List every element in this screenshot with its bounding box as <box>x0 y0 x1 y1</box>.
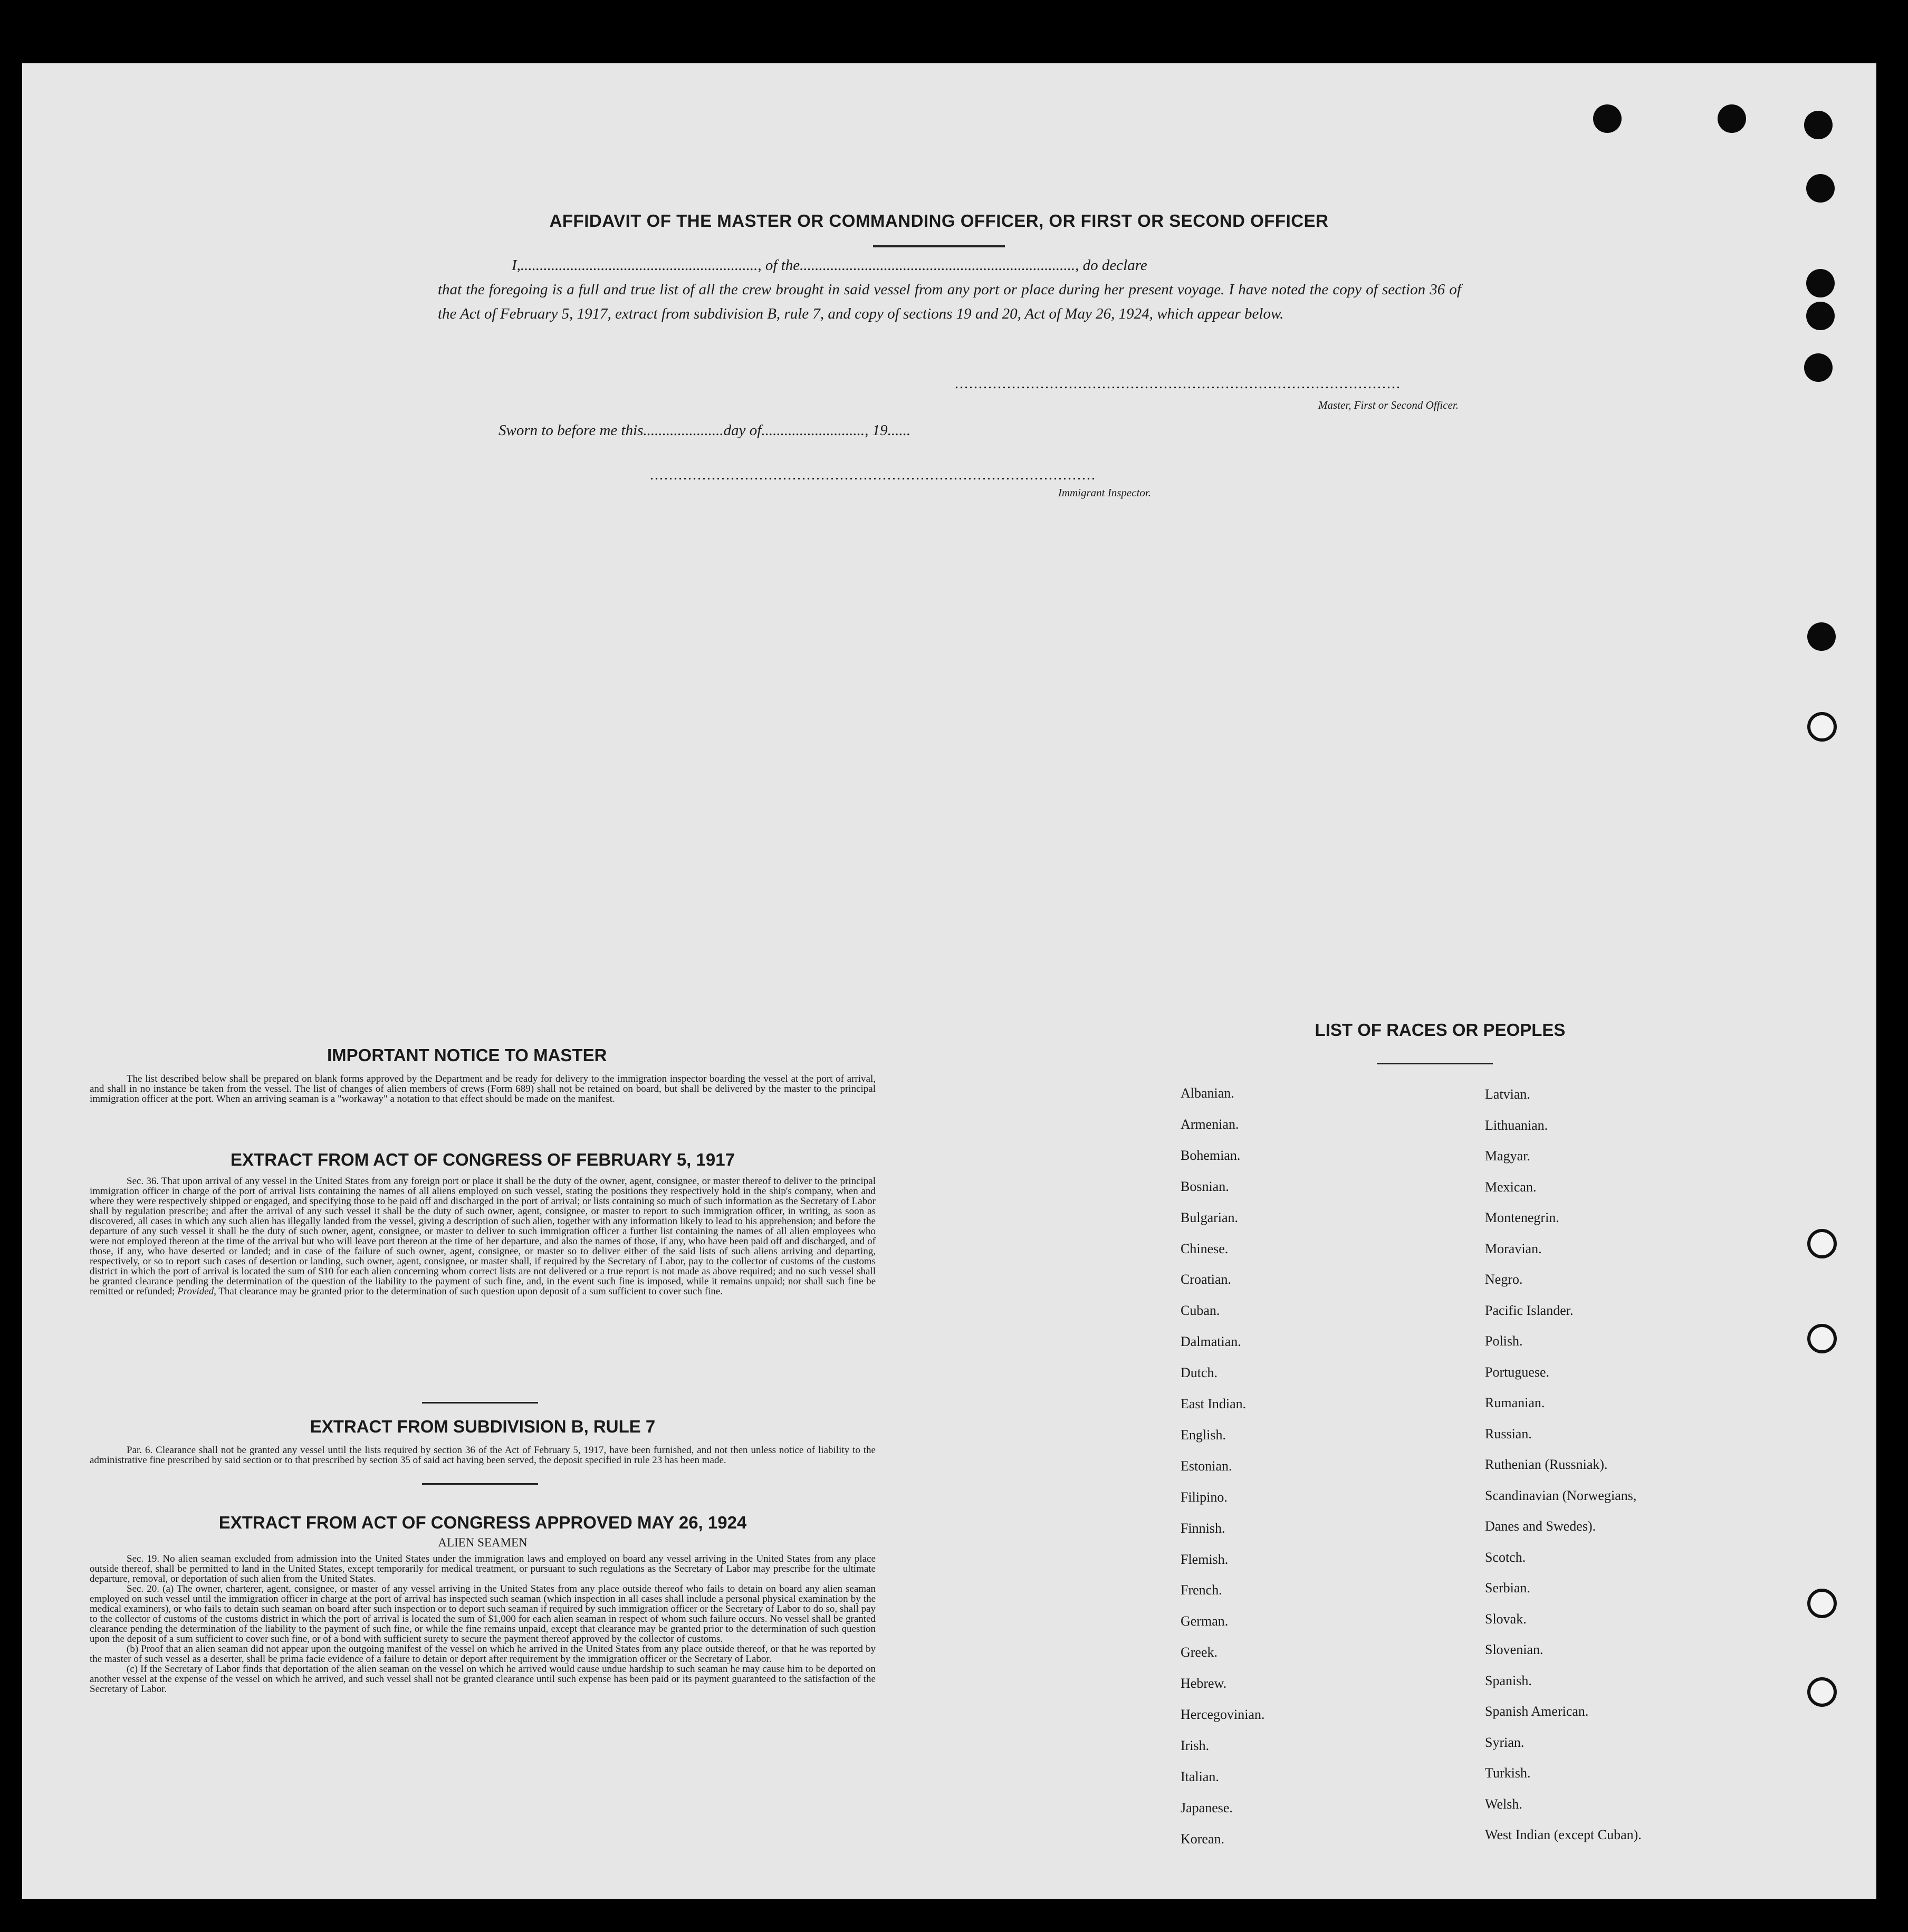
race-item: Italian. <box>1181 1768 1219 1784</box>
notice-text: The list described below shall be prepared on blank forms approved by the Department and be ready for delivery to the immigration inspector boarding the vessel at the port of arrival, and shall in no instance be taken from the vessel. The list of changes of alien members of crews (Form 689) shall not be retained on board, but shall be delivered by the master to the principal immigration officer at the port. When an arriving seaman is a "workaway" a notation to that effect should be made on the manifest. <box>90 1073 876 1104</box>
punch-hole-icon <box>1807 712 1837 742</box>
punch-hole-icon <box>1718 104 1746 133</box>
master-signature-caption: Master, First or Second Officer. <box>1318 399 1459 411</box>
races-title: LIST OF RACES OR PEOPLES <box>1315 1020 1566 1040</box>
race-item: French. <box>1181 1582 1222 1598</box>
race-item: Mexican. <box>1485 1179 1537 1195</box>
race-item: Pacific Islander. <box>1485 1302 1574 1318</box>
race-item: Hebrew. <box>1181 1676 1227 1691</box>
race-item: German. <box>1181 1613 1229 1629</box>
race-item: Lithuanian. <box>1485 1117 1548 1133</box>
race-item: Japanese. <box>1181 1800 1233 1815</box>
race-item: Filipino. <box>1181 1489 1228 1505</box>
race-item: Bosnian. <box>1181 1178 1229 1194</box>
race-item: West Indian (except Cuban). <box>1485 1827 1642 1842</box>
race-item: Moravian. <box>1485 1241 1542 1256</box>
race-item: English. <box>1181 1427 1226 1443</box>
affidavit-title: AFFIDAVIT OF THE MASTER OR COMMANDING OFFICER, OR FIRST OR SECOND OFFICER <box>549 211 1329 230</box>
extract-1924-title: EXTRACT FROM ACT OF CONGRESS APPROVED MAY 26, 1924 <box>218 1513 747 1532</box>
affidavit-declarant-label: I, <box>512 257 521 274</box>
race-item: Chinese. <box>1181 1241 1229 1256</box>
extract-rule7-title: EXTRACT FROM SUBDIVISION B, RULE 7 <box>310 1417 656 1436</box>
race-item: Hercegovinian. <box>1181 1707 1265 1722</box>
sworn-date-field[interactable]: Sworn to before me this.....................day of..........................., 19...... <box>498 422 911 439</box>
race-item: Flemish. <box>1181 1551 1229 1567</box>
race-item: Dutch. <box>1181 1365 1218 1381</box>
race-item: Latvian. <box>1485 1087 1530 1102</box>
affidavit-statement: that the foregoing is a full and true list of all the crew brought in said vessel from any port or place during her present voyage. I have noted the copy of section 36 of the Act of February 5, 1917, extract from subdivision B, rule 7, and copy of sections 19 and 20, Act of May 26, 1924, which appear below. <box>438 281 1461 322</box>
race-item: Rumanian. <box>1485 1395 1545 1410</box>
race-item: Danes and Swedes). <box>1485 1518 1596 1534</box>
race-item: East Indian. <box>1181 1396 1247 1411</box>
affidavit-title-rule <box>873 245 1005 247</box>
race-item: Serbian. <box>1485 1580 1530 1595</box>
punch-hole-icon <box>1806 174 1835 203</box>
punch-hole-icon <box>1807 1229 1837 1258</box>
race-item: Slovak. <box>1485 1611 1527 1627</box>
race-item: Turkish. <box>1485 1765 1531 1781</box>
race-item: Ruthenian (Russniak). <box>1485 1457 1608 1472</box>
punch-hole-icon <box>1806 269 1835 297</box>
punch-hole-icon <box>1804 353 1833 382</box>
race-item: Irish. <box>1181 1737 1210 1753</box>
extract-rule7-text: Par. 6. Clearance shall not be granted any vessel until the lists required by section 36 of the Act of February 5, 1917, have been furnished, and not then unless notice of liability to the administrative fine prescribed by said section or to that prescribed by section 35 of said act having been served, the deposit specified in rule 23 has been made. <box>90 1445 876 1466</box>
race-item: Welsh. <box>1485 1796 1522 1812</box>
extract-1924-subtitle: ALIEN SEAMEN <box>438 1536 528 1549</box>
race-item: Estonian. <box>1181 1458 1232 1474</box>
notice-title: IMPORTANT NOTICE TO MASTER <box>327 1045 607 1065</box>
declarant-name-field[interactable]: .............................................................. <box>520 257 758 274</box>
race-item: Bohemian. <box>1181 1147 1241 1163</box>
race-item: Portuguese. <box>1485 1364 1550 1380</box>
race-item: Korean. <box>1181 1831 1225 1847</box>
races-title-rule <box>1377 1063 1493 1064</box>
punch-hole-icon <box>1806 302 1835 330</box>
race-item: Montenegrin. <box>1485 1210 1559 1225</box>
punch-hole-icon <box>1807 1589 1837 1618</box>
extract-1924-text: Sec. 19. No alien seaman excluded from admission into the United States under the immigration laws and employed on board any vessel arriving in the United States from any place outside thereof, shall be permitted to land in the United States, except temporarily for medical treatment, or pursuant to such regulations as the Secretary of Labor may prescribe for the ultimate departure, removal, or deportation of such alien from the United States. Sec. 20. (a) The owner, charterer, agent, consignee, or master of any vessel arriving in the United States from any place outside thereof who fails to detain on board any alien seaman employed on such vessel until the immigration officer in charge at the port of arrival has inspected such seaman (which inspection in all cases shall include a personal physical examination by the medical examiners), or who fails to detain such seaman on board after such inspection or to deport such seaman if required by such immigration officer or the Secretary of Labor to do so, shall pay to the collector of customs of the customs district in which the port of arrival is located the sum of $1,000 for each alien seaman in respect of whom such failure occurs. No vessel shall be granted clearance pending the determination of the liability to the payment of such fine, or while the fine remains unpaid, except that clearance may be granted prior to the determination of such question upon the deposit of a sum sufficient to cover such fine, or of a bond with sufficient surety to secure the payment thereof approved by the collector of customs. (b) Proof that an alien seaman did not appear upon the outgoing manifest of the vessel on which he arrived in the United States from any place outside thereof, or that he was reported by the master of such vessel as a deserter, shall be prima facie evidence of a failure to detain or deport after requirement by the immigration officer or the Secretary of Labor. (c) If the Secretary of Labor finds that deportation of the alien seaman on the vessel on which he arrived would cause undue hardship to such seaman he may cause him to be deported on another vessel at the expense of the vessel on which he arrived, and such vessel shall not be granted clearance until such expense has been paid or its payment guaranteed to the satisfaction of the Secretary of Labor. <box>90 1553 876 1695</box>
race-item: Spanish American. <box>1485 1704 1589 1719</box>
race-item: Syrian. <box>1485 1734 1525 1750</box>
race-item: Spanish. <box>1485 1673 1532 1688</box>
vessel-name-field[interactable]: ........................................................................ <box>800 257 1076 274</box>
punch-hole-icon <box>1804 111 1833 139</box>
race-item: Armenian. <box>1181 1116 1239 1132</box>
punch-hole-icon <box>1807 1677 1837 1707</box>
race-item: Albanian. <box>1181 1085 1234 1101</box>
race-item: Polish. <box>1485 1333 1523 1349</box>
inspector-signature-caption: Immigrant Inspector. <box>1058 486 1151 499</box>
race-item: Scandinavian (Norwegians, <box>1485 1487 1637 1503</box>
race-item: Croatian. <box>1181 1272 1232 1287</box>
affidavit-of-label: , of the <box>758 257 800 274</box>
extract-1917-text: Sec. 36. That upon arrival of any vessel in the United States from any foreign port or place it shall be the duty of the owner, agent, consignee, or master thereof to deliver to the principal immigration officer in charge of the port of arrival lists containing the names of all aliens employed on such vessel, stating the positions they respectively hold in the ship's company, when and where they were respectively shipped or engaged, and specifying those to be paid off and discharged in the port of arrival; or lists containing so much of such information as the Secretary of Labor shall by regulation prescribe; and after the arrival of any such vessel it shall be the duty of such owner, agent, consignee, or master to report to such immigration officer, in writing, as soon as discovered, all cases in which any such alien has illegally landed from the vessel, giving a description of such alien, together with any information likely to lead to his apprehension; and before the departure of any such vessel it shall be the duty of such owner, agent, consignee, or master to deliver to such immigration officer a further list containing the names of all alien employees who were not employed thereon at the time of the arrival but who will leave port thereon at the time of her departure, and also the names of those, if any, who have been paid off and discharged, and of those, if any, who have deserted or landed; and in case of the failure of such owner, agent, consignee, or master so to deliver either of the said lists of such aliens arriving and departing, respectively, or so to report such cases of desertion or landing, such owner, agent, consignee, or master shall, if required by the Secretary of Labor, pay to the collector of customs of the customs district in which the port of arrival is located the sum of $10 for each alien concerning whom correct lists are not delivered or a true report is not made as above required; and no such vessel shall be granted clearance pending the determination of the question of the liability to the payment of such fine, and, in the event such fine is imposed, while it remains unpaid; nor shall such fine be remitted or refunded; Provided, That clearance may be granted prior to the determination of such question upon deposit of a sum sufficient to cover such fine. <box>90 1176 876 1297</box>
race-item: Scotch. <box>1485 1549 1526 1565</box>
race-item: Cuban. <box>1181 1303 1220 1319</box>
affidavit-body <box>438 253 1461 326</box>
race-item: Bulgarian. <box>1181 1209 1239 1225</box>
punch-hole-icon <box>1593 104 1622 133</box>
section-rule <box>422 1483 538 1485</box>
master-signature-field[interactable]: .............................................................................................. <box>955 376 1401 392</box>
race-item: Finnish. <box>1181 1520 1225 1536</box>
race-item: Slovenian. <box>1485 1642 1543 1657</box>
race-item: Russian. <box>1485 1426 1532 1441</box>
inspector-signature-field[interactable]: .............................................................................................. <box>650 467 1096 483</box>
race-item: Negro. <box>1485 1272 1523 1287</box>
affidavit-declare-label: , do declare <box>1075 257 1147 274</box>
extract-1917-title: EXTRACT FROM ACT OF CONGRESS OF FEBRUARY 5, 1917 <box>231 1150 735 1169</box>
punch-hole-icon <box>1807 622 1836 651</box>
race-item: Dalmatian. <box>1181 1334 1241 1350</box>
section-rule <box>422 1402 538 1404</box>
race-item: Greek. <box>1181 1645 1218 1660</box>
punch-hole-icon <box>1807 1324 1837 1353</box>
race-item: Magyar. <box>1485 1148 1530 1164</box>
